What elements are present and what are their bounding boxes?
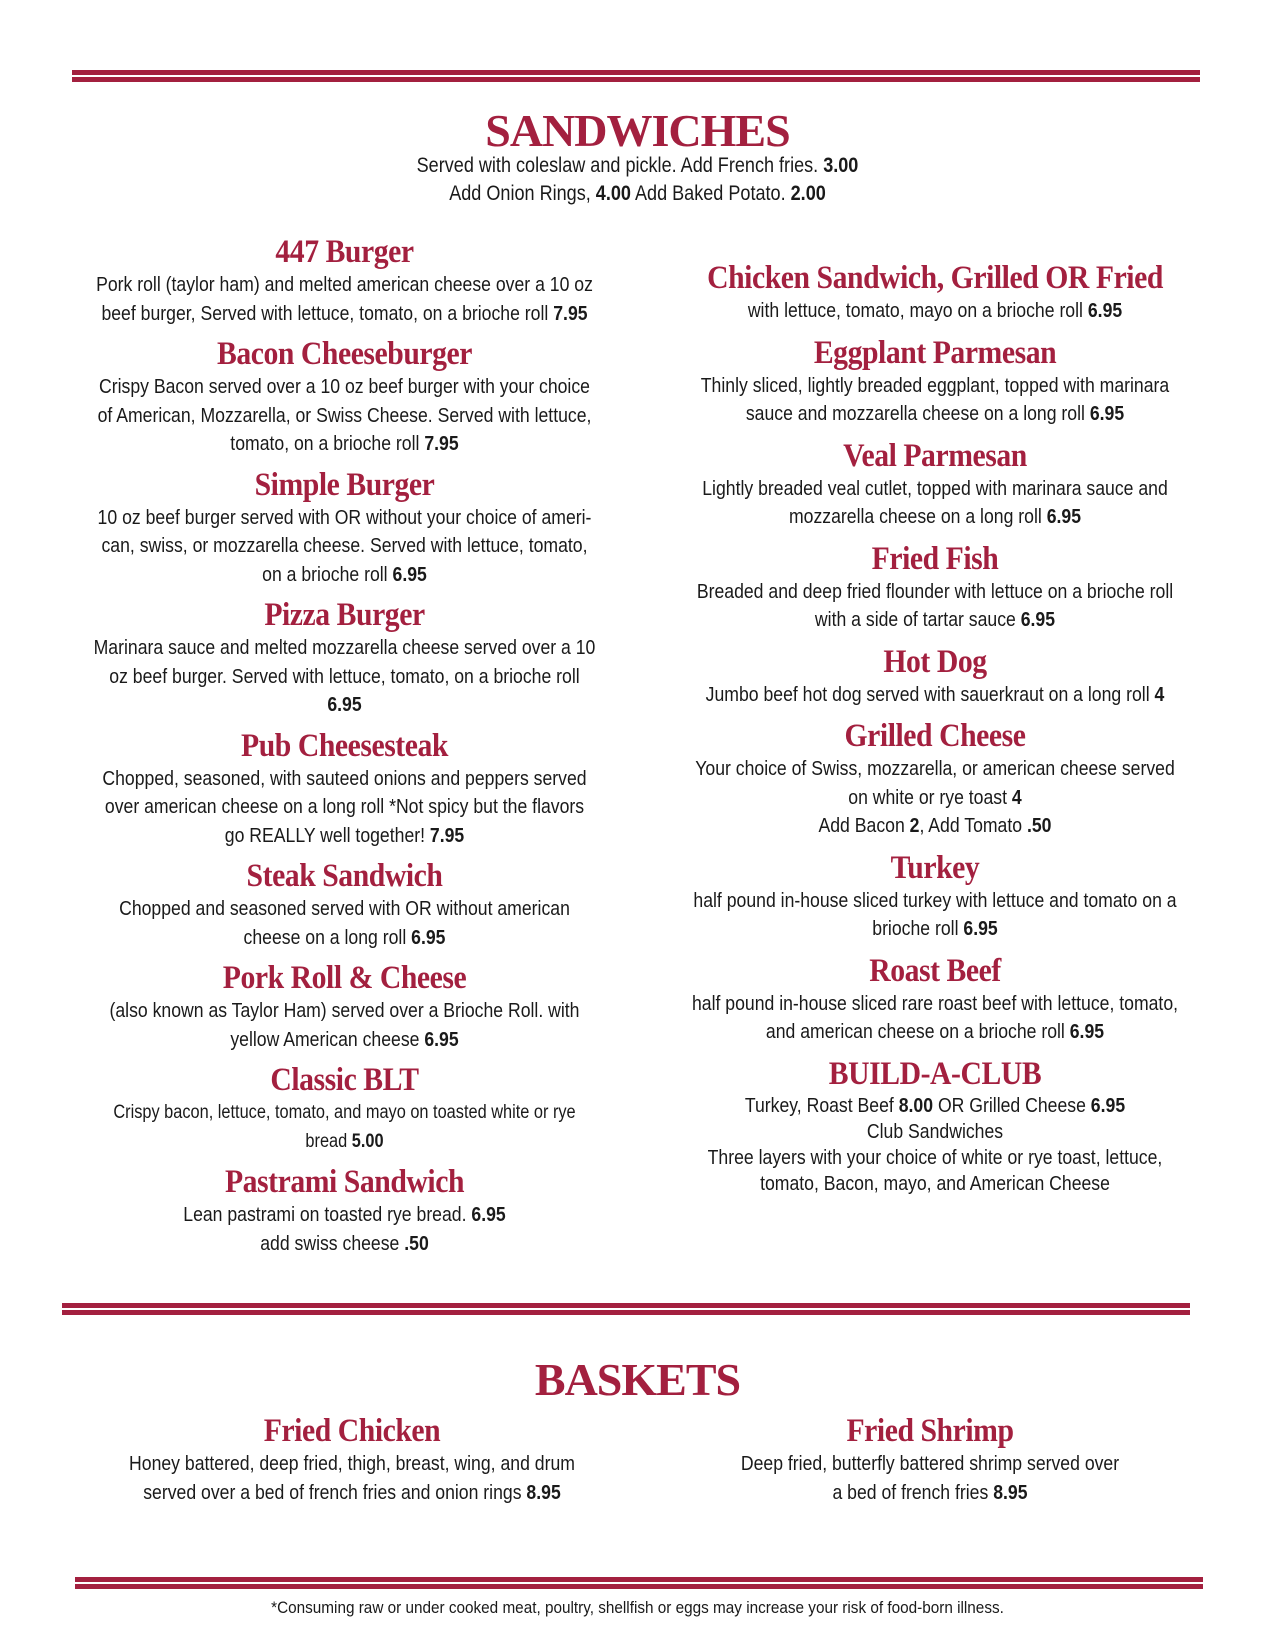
menu-item-description xyxy=(689,1450,1171,1507)
menu-item xyxy=(645,259,1225,326)
add-bacon-price: 2 xyxy=(909,814,920,837)
description-text: Thinly sliced, lightly breaded eggplant, topped with marinara sauce and mozzarella cheese on a long roll xyxy=(700,373,1170,425)
menu-item-price: 7.95 xyxy=(424,432,459,455)
menu-item-name: Roast Beef xyxy=(869,952,1001,989)
menu-item-description xyxy=(686,297,1185,326)
description-text: (also known as Taylor Ham) served over a Brioche Roll. with yellow American cheese xyxy=(109,999,580,1051)
description-text: Breaded and deep fried flounder with lettuce on a brioche roll with a side of tartar sauce xyxy=(696,579,1174,631)
menu-item-price: 8.95 xyxy=(526,1480,561,1504)
club-option-text: Turkey, Roast Beef xyxy=(744,1093,894,1117)
menu-item-price: 6.95 xyxy=(471,1203,506,1226)
description-text: Honey battered, deep fried, thigh, breast, wing, and drum xyxy=(129,1452,575,1475)
club-option-price: 6.95 xyxy=(1090,1093,1126,1117)
sandwiches-title: SANDWICHES xyxy=(485,105,790,156)
menu-item-name: Hot Dog xyxy=(883,643,987,680)
menu-item xyxy=(52,1163,637,1258)
menu-item-description xyxy=(93,895,596,952)
add-tomato-text: , Add Tomato xyxy=(919,814,1023,837)
description-text: Crispy Bacon served over a 10 oz beef burger with your choice of American, Mozzarella, or Swiss Cheese. Served with lettuce, tomato, on a brioche roll xyxy=(97,375,592,455)
basket-item xyxy=(62,1412,642,1507)
menu-item-price: 7.95 xyxy=(429,823,465,847)
description-text: Chopped, seasoned, with sauteed onions and peppers served over american cheese on a long roll *Not spicy but the flavors go REALLY well together! xyxy=(102,766,587,847)
menu-item-price: 8.95 xyxy=(993,1480,1028,1504)
description-text: Marinara sauce and melted mozzarella cheese served over a 10 oz beef burger. Served with lettuce, tomato, on a brioche roll xyxy=(93,636,596,688)
description-text: Deep fried, butterfly battered shrimp served over xyxy=(740,1452,1120,1475)
menu-item-price: 6.95 xyxy=(1020,608,1056,631)
description-text: half pound in-house sliced turkey with lettuce and tomato on a brioche roll xyxy=(693,888,1177,940)
intro-baked-potato-text: Add Baked Potato. xyxy=(634,182,786,205)
description-text: Jumbo beef hot dog served with sauerkraut on a long roll xyxy=(705,682,1150,706)
description-text: half pound in-house sliced rare roast beef with lettuce, tomato, and american cheese on a brioche roll xyxy=(691,991,1179,1043)
menu-item-name: Eggplant Parmesan xyxy=(813,334,1057,371)
menu-item-name: Bacon Cheeseburger xyxy=(216,336,473,372)
menu-item-description xyxy=(686,475,1185,532)
menu-item-name: Simple Burger xyxy=(254,466,435,503)
menu-item-price: 5.00 xyxy=(351,1130,384,1152)
menu-item xyxy=(645,1055,1225,1197)
add-on-price: .50 xyxy=(404,1231,429,1255)
add-bacon-text: Add Bacon xyxy=(818,814,905,837)
menu-item-name: Fried Shrimp xyxy=(846,1413,1014,1449)
sandwiches-left-column xyxy=(52,233,637,1258)
menu-item-price: 6.95 xyxy=(1046,505,1082,528)
menu-item-name: Chicken Sandwich, Grilled OR Fried xyxy=(707,260,1163,296)
menu-item-description xyxy=(93,504,596,590)
menu-item-price: 6.95 xyxy=(424,1027,459,1051)
description-text: Your choice of Swiss, mozzarella, or american cheese served on white or rye toast xyxy=(695,757,1175,809)
menu-item-name: Pork Roll & Cheese xyxy=(222,960,467,996)
sandwiches-right-column xyxy=(645,259,1225,1197)
description-text: Lean pastrami on toasted rye bread. xyxy=(183,1203,467,1226)
menu-item-description xyxy=(686,755,1185,841)
menu-item-description xyxy=(103,1450,602,1507)
menu-item-description xyxy=(93,271,596,328)
top-divider xyxy=(72,70,1200,82)
menu-item xyxy=(52,959,637,1054)
menu-item-price: 4 xyxy=(1011,785,1022,809)
menu-item xyxy=(52,727,637,851)
menu-item xyxy=(645,849,1225,944)
intro-line-1-text: Served with coleslaw and pickle. Add French fries. xyxy=(416,154,819,177)
menu-item xyxy=(52,596,637,720)
menu-item-name: Fried Chicken xyxy=(263,1413,441,1449)
menu-item-description xyxy=(93,765,596,851)
menu-item-name: 447 Burger xyxy=(275,234,414,270)
add-on-text: add swiss cheese xyxy=(260,1231,400,1255)
intro-line-1-price: 3.00 xyxy=(823,154,859,177)
add-tomato-price: .50 xyxy=(1026,814,1052,837)
intro-onion-rings-text: Add Onion Rings, xyxy=(449,182,591,205)
baskets-title: BASKETS xyxy=(534,1354,741,1405)
description-text: served over a bed of french fries and onion rings xyxy=(143,1480,522,1504)
menu-item-name: Pub Cheesesteak xyxy=(241,727,448,764)
menu-item-price: 7.95 xyxy=(553,301,588,325)
club-subtitle: Club Sandwiches xyxy=(866,1119,1004,1143)
description-text: Three layers with your choice of white or rye toast, lettuce, tomato, Bacon, mayo, and American Cheese xyxy=(707,1145,1163,1195)
menu-item-description xyxy=(93,1201,596,1258)
menu-item-name: Turkey xyxy=(890,849,980,886)
menu-item-description xyxy=(686,1093,1185,1197)
basket-item xyxy=(650,1412,1210,1507)
menu-item xyxy=(52,233,637,328)
menu-item-price: 6.95 xyxy=(1087,299,1123,322)
description-text: 10 oz beef burger served with OR without your choice of ameri-can, swiss, or mozzarella cheese. Served with lettuce, tomato, on a brioche roll xyxy=(97,505,592,586)
menu-item-description xyxy=(93,373,596,459)
menu-item xyxy=(52,466,637,590)
menu-item xyxy=(52,857,637,952)
menu-item-name: BUILD-A-CLUB xyxy=(828,1055,1042,1092)
menu-item-description xyxy=(686,990,1185,1047)
menu-item-price: 6.95 xyxy=(963,917,998,940)
menu-item-price: 6.95 xyxy=(327,693,362,716)
description-text: a bed of french fries xyxy=(832,1480,989,1504)
description-text: Pork roll (taylor ham) and melted american cheese over a 10 oz beef burger, Served with lettuce, tomato, on a brioche roll xyxy=(96,273,593,325)
menu-item-price: 6.95 xyxy=(392,562,427,586)
menu-item-name: Pastrami Sandwich xyxy=(224,1164,465,1200)
description-text: Chopped and seasoned served with OR without american cheese on a long roll xyxy=(119,897,570,949)
menu-item xyxy=(645,717,1225,841)
menu-item-description xyxy=(686,681,1185,710)
menu-item xyxy=(645,643,1225,710)
menu-item-description xyxy=(686,887,1185,944)
middle-divider xyxy=(62,1303,1190,1315)
menu-item-price: 4 xyxy=(1154,682,1165,706)
menu-item-name: Pizza Burger xyxy=(264,597,425,633)
menu-item-name: Steak Sandwich xyxy=(246,858,443,894)
menu-item xyxy=(645,437,1225,532)
intro-onion-rings-price: 4.00 xyxy=(595,182,631,205)
menu-item xyxy=(645,334,1225,429)
menu-item xyxy=(52,1061,637,1156)
menu-item-description xyxy=(93,1099,596,1156)
menu-item-name: Grilled Cheese xyxy=(844,718,1026,754)
menu-item-name: Veal Parmesan xyxy=(843,437,1027,474)
sandwiches-intro-line-1 xyxy=(89,152,1186,180)
menu-item-price: 6.95 xyxy=(1069,1020,1105,1043)
club-option-price: 8.00 xyxy=(898,1093,934,1117)
description-text: Lightly breaded veal cutlet, topped with marinara sauce and mozzarella cheese on a long roll xyxy=(702,476,1168,528)
club-option-text: OR Grilled Cheese xyxy=(937,1093,1086,1117)
food-safety-footnote: *Consuming raw or under cooked meat, poultry, shellfish or eggs may increase your risk of food-born illness. xyxy=(271,1598,1004,1617)
intro-baked-potato-price: 2.00 xyxy=(790,182,826,205)
menu-item-description xyxy=(686,372,1185,429)
menu-item-name: Fried Fish xyxy=(871,540,999,577)
menu-item-price: 6.95 xyxy=(1089,402,1125,425)
menu-item-price: 6.95 xyxy=(411,925,446,949)
description-text: with lettuce, tomato, mayo on a brioche roll xyxy=(747,299,1083,322)
menu-item xyxy=(645,540,1225,635)
description-text: Crispy bacon, lettuce, tomato, and mayo on toasted white or rye bread xyxy=(113,1102,576,1152)
menu-item xyxy=(645,952,1225,1047)
sandwiches-intro-line-2 xyxy=(89,180,1186,208)
menu-item-name: Classic BLT xyxy=(270,1062,419,1098)
menu-item-description xyxy=(93,997,596,1054)
menu-item xyxy=(52,335,637,459)
menu-item-description xyxy=(686,578,1185,635)
menu-item-description xyxy=(93,634,596,720)
bottom-divider xyxy=(75,1577,1203,1589)
